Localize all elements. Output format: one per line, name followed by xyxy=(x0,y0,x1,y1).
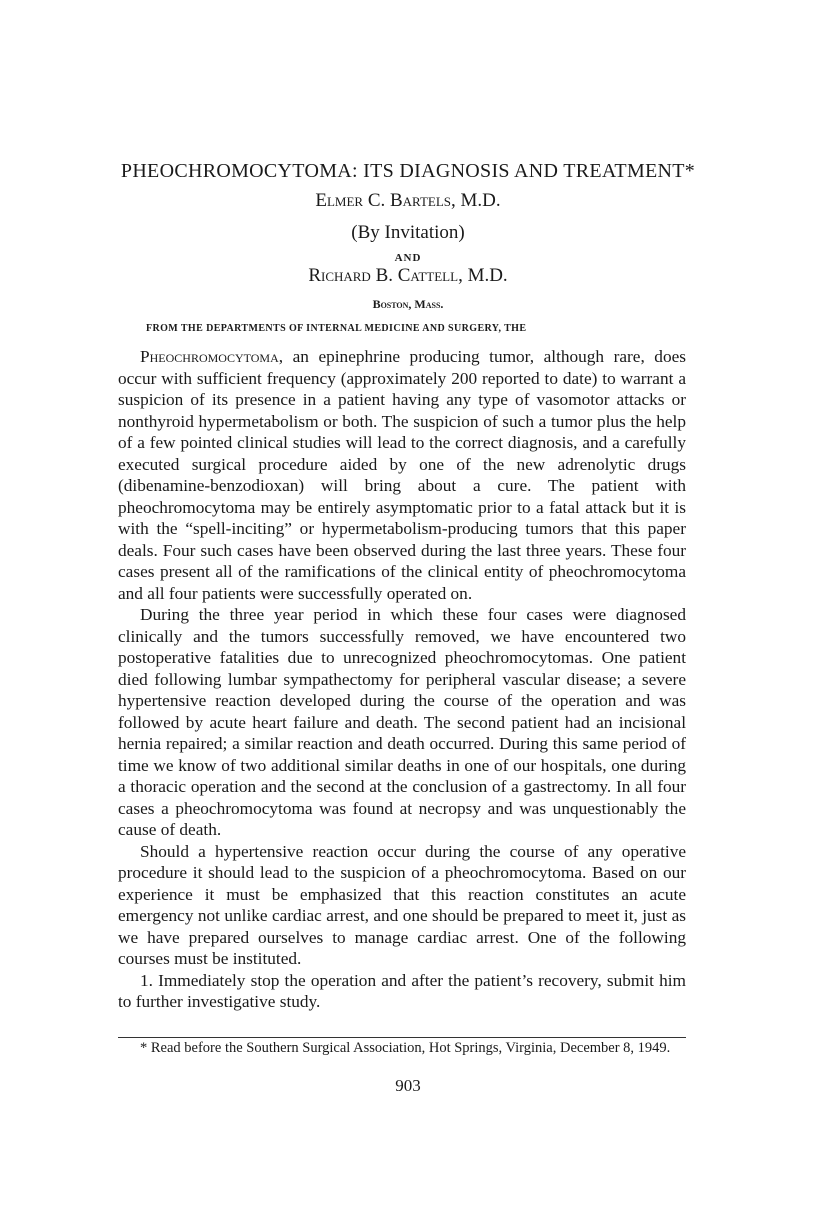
author-cattell: Richard B. Cattell, M.D. xyxy=(308,265,508,286)
footnote-rule xyxy=(118,1037,686,1038)
affiliation-line: FROM THE DEPARTMENTS OF INTERNAL MEDICINE AND SURGERY, THE xyxy=(146,323,527,334)
author-location: Boston, Mass. xyxy=(372,297,444,311)
and-separator: AND xyxy=(394,252,422,264)
lead-word: Pheochromocytoma, xyxy=(140,347,284,366)
page-number: 903 xyxy=(395,1076,421,1095)
article-title: PHEOCHROMOCYTOMA: ITS DIAGNOSIS AND TREATMENT* xyxy=(120,160,696,182)
invitation-note: (By Invitation) xyxy=(351,222,465,243)
paragraph-1-text: an epinephrine producing tumor, although rare, does occur with sufficient frequency (approximately 200 reported to date) to warrant a suspicion of its presence in a patient having any type of vasomotor attacks or nonthyroid hypermetabolism or both. The suspicion of such a tumor plus the help of a few pointed clinical studies will lead to the correct diagnosis, and a carefully executed surgical procedure aided by one of the new adrenolytic drugs (dibenamine-benzodioxan) will bring about a cure. The patient with pheochromocytoma may be entirely asymptomatic prior to a fatal attack but it is with the “spell-inciting” or hypermetabolism-producing tumors that this paper deals. Four such cases have been observed during the last three years. These four cases present all of the ramifications of the clinical entity of pheochromocytoma and all four patients were successfully operated on. xyxy=(118,347,686,603)
paragraph-2: During the three year period in which these four cases were diagnosed clinically and the tumors successfully removed, we have encountered two postoperative fatalities due to unrecognized pheochromocytomas. One patient died following lumbar sympathectomy for peripheral vascular disease; a severe hypertensive reaction developed during the course of the operation and was followed by acute heart failure and death. The second patient had an incisional hernia repaired; a similar reaction and death occurred. During this same period of time we know of two additional similar deaths in one of our hospitals, one during a thoracic operation and the second at the conclusion of a gastrectomy. In all four cases a pheochromocytoma was found at necropsy and was unquestionably the cause of death. xyxy=(118,605,686,839)
paragraph-4: 1. Immediately stop the operation and after the patient’s recovery, submit him to further investigative study. xyxy=(118,970,686,1011)
article-body xyxy=(118,346,686,1013)
author-bartels: Elmer C. Bartels, M.D. xyxy=(315,190,501,211)
footnote: * Read before the Southern Surgical Association, Hot Springs, Virginia, December 8, 1949. xyxy=(140,1040,671,1056)
paragraph-3: Should a hypertensive reaction occur during the course of any operative procedure it should lead to the suspicion of a pheochromocytoma. Based on our experience it must be emphasized that this reaction constitutes an acute emergency not unlike cardiac arrest, and one should be prepared to meet it, just as we have prepared ourselves to manage cardiac arrest. One of the following courses must be instituted. xyxy=(118,841,686,968)
paragraph-1 xyxy=(118,346,686,604)
